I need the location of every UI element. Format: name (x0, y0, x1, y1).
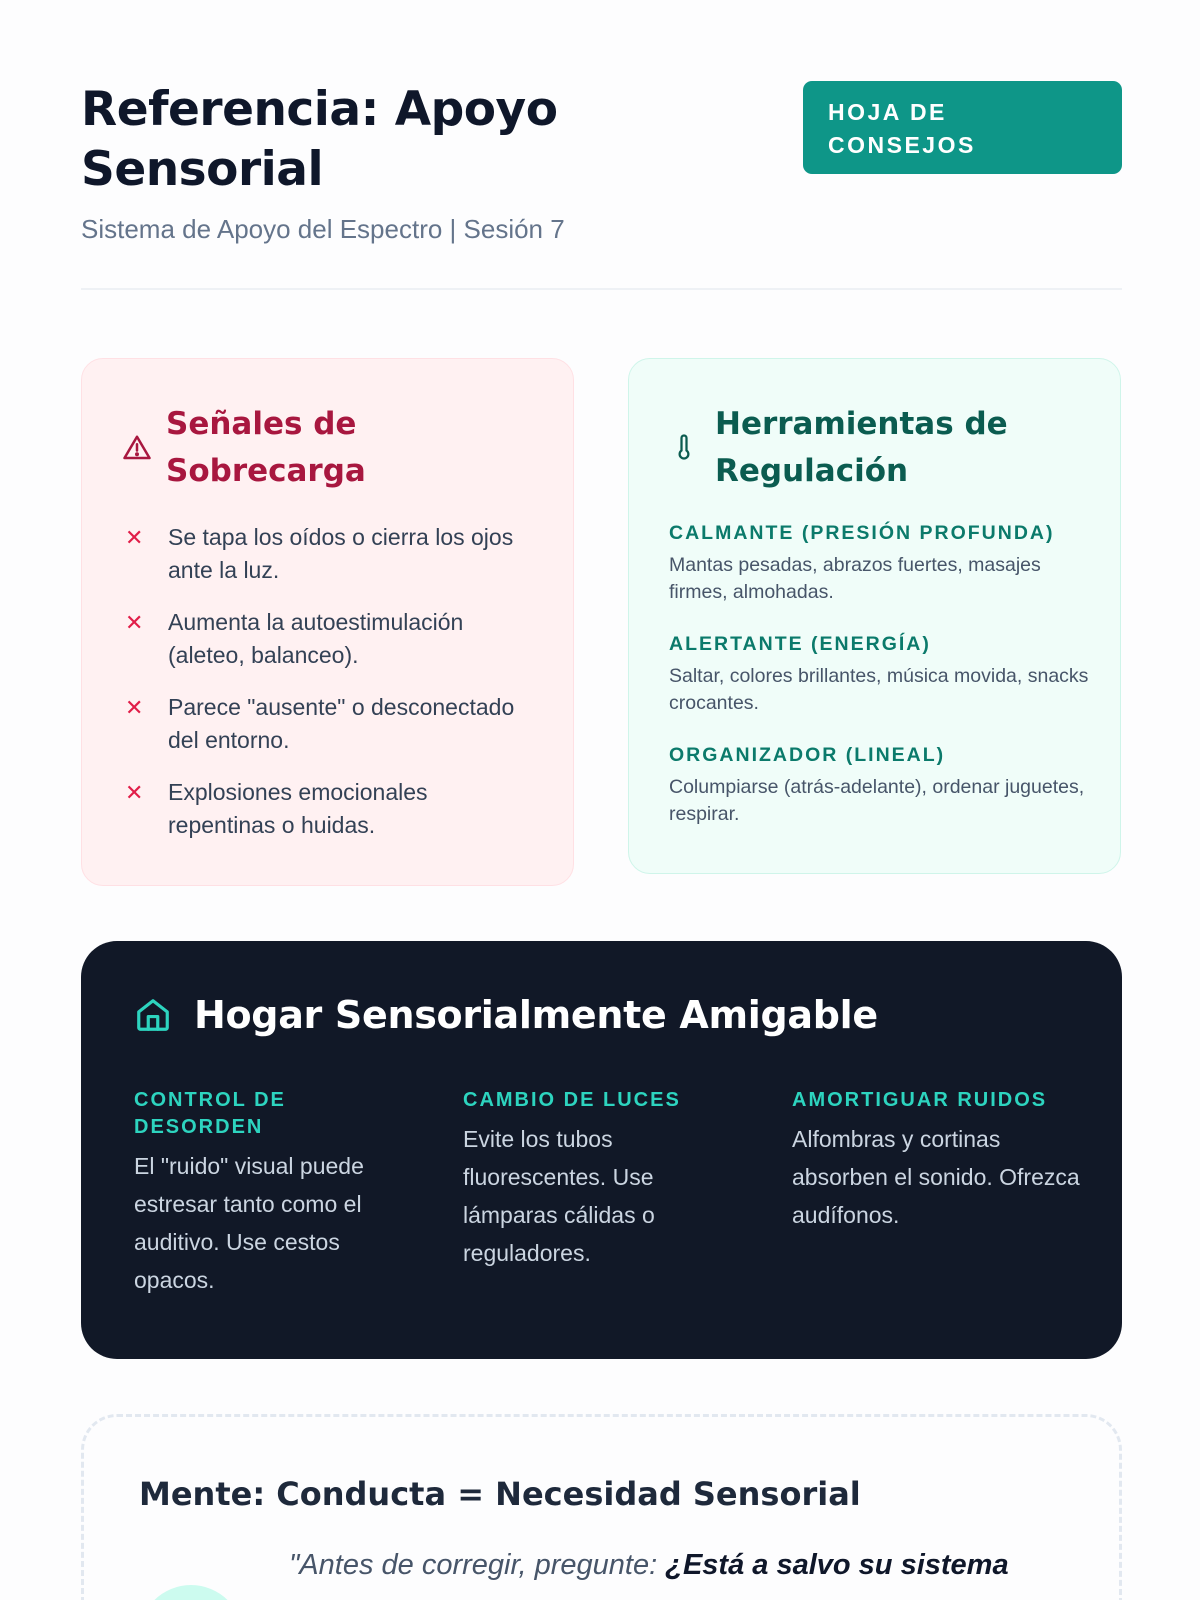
tool-description: Saltar, colores brillantes, música movida, snacks crocantes. (669, 665, 1089, 714)
home-tip-column (463, 1087, 743, 1272)
page-header (81, 80, 1122, 290)
page-title: Referencia: Apoyo Sensorial (81, 82, 558, 197)
home-tip-label: CONTROL DE DESORDEN (134, 1089, 286, 1138)
regulation-tools-list (669, 519, 1089, 852)
home-tip-column (792, 1087, 1092, 1234)
list-item: ✕ Explosiones emocionales repentinas o huidas. (125, 776, 525, 842)
thermometer-icon (669, 433, 699, 463)
home-tip-column (134, 1087, 404, 1299)
warning-triangle-icon (122, 433, 152, 463)
regulation-tools-title: Herramientas de Regulación (715, 406, 1008, 489)
home-tip-label: CAMBIO DE LUCES (463, 1089, 681, 1111)
tool-label: ORGANIZADOR (LINEAL) (669, 744, 946, 766)
x-icon: ✕ (125, 695, 144, 720)
mindset-quote: "Antes de corregir, pregunte: ¿Está a salvo su sistema (289, 1549, 1009, 1581)
avatar (139, 1585, 243, 1600)
list-item (669, 519, 1089, 606)
regulation-tools-card (628, 358, 1121, 874)
home-tip-text: Evite los tubos fluorescentes. Use lámparas cálidas o reguladores. (463, 1126, 655, 1266)
overload-signs-title: Señales de Sobrecarga (166, 406, 366, 489)
home-tip-text: Alfombras y cortinas absorben el sonido. Ofrezca audífonos. (792, 1126, 1080, 1228)
list-item (669, 741, 1089, 828)
tool-label: CALMANTE (PRESIÓN PROFUNDA) (669, 522, 1055, 544)
overload-signs-list (125, 521, 525, 861)
tool-label: ALERTANTE (ENERGÍA) (669, 633, 931, 655)
tool-description: Columpiarse (atrás-adelante), ordenar juguetes, respirar. (669, 776, 1085, 825)
list-item (669, 630, 1089, 717)
sensory-friendly-home-panel (81, 941, 1122, 1359)
tip-sheet-badge: HOJA DE CONSEJOS (803, 81, 1122, 174)
home-tip-text: El "ruido" visual puede estresar tanto como el auditivo. Use cestos opacos. (134, 1153, 364, 1293)
x-icon: ✕ (125, 780, 144, 805)
tool-description: Mantas pesadas, abrazos fuertes, masajes firmes, almohadas. (669, 554, 1041, 603)
mindset-title: Mente: Conducta = Necesidad Sensorial (139, 1475, 861, 1513)
list-item: ✕ Parece "ausente" o desconectado del entorno. (125, 691, 525, 757)
list-item: ✕ Aumenta la autoestimulación (aleteo, balanceo). (125, 606, 525, 672)
page-subtitle: Sistema de Apoyo del Espectro | Sesión 7 (81, 214, 565, 244)
sensory-home-title: Hogar Sensorialmente Amigable (194, 993, 878, 1037)
house-icon (134, 996, 172, 1034)
x-icon: ✕ (125, 525, 144, 550)
mindset-card (81, 1414, 1122, 1600)
overload-signs-card (81, 358, 574, 886)
list-item: ✕ Se tapa los oídos o cierra los ojos ante la luz. (125, 521, 525, 587)
x-icon: ✕ (125, 610, 144, 635)
home-tip-label: AMORTIGUAR RUIDOS (792, 1089, 1048, 1111)
